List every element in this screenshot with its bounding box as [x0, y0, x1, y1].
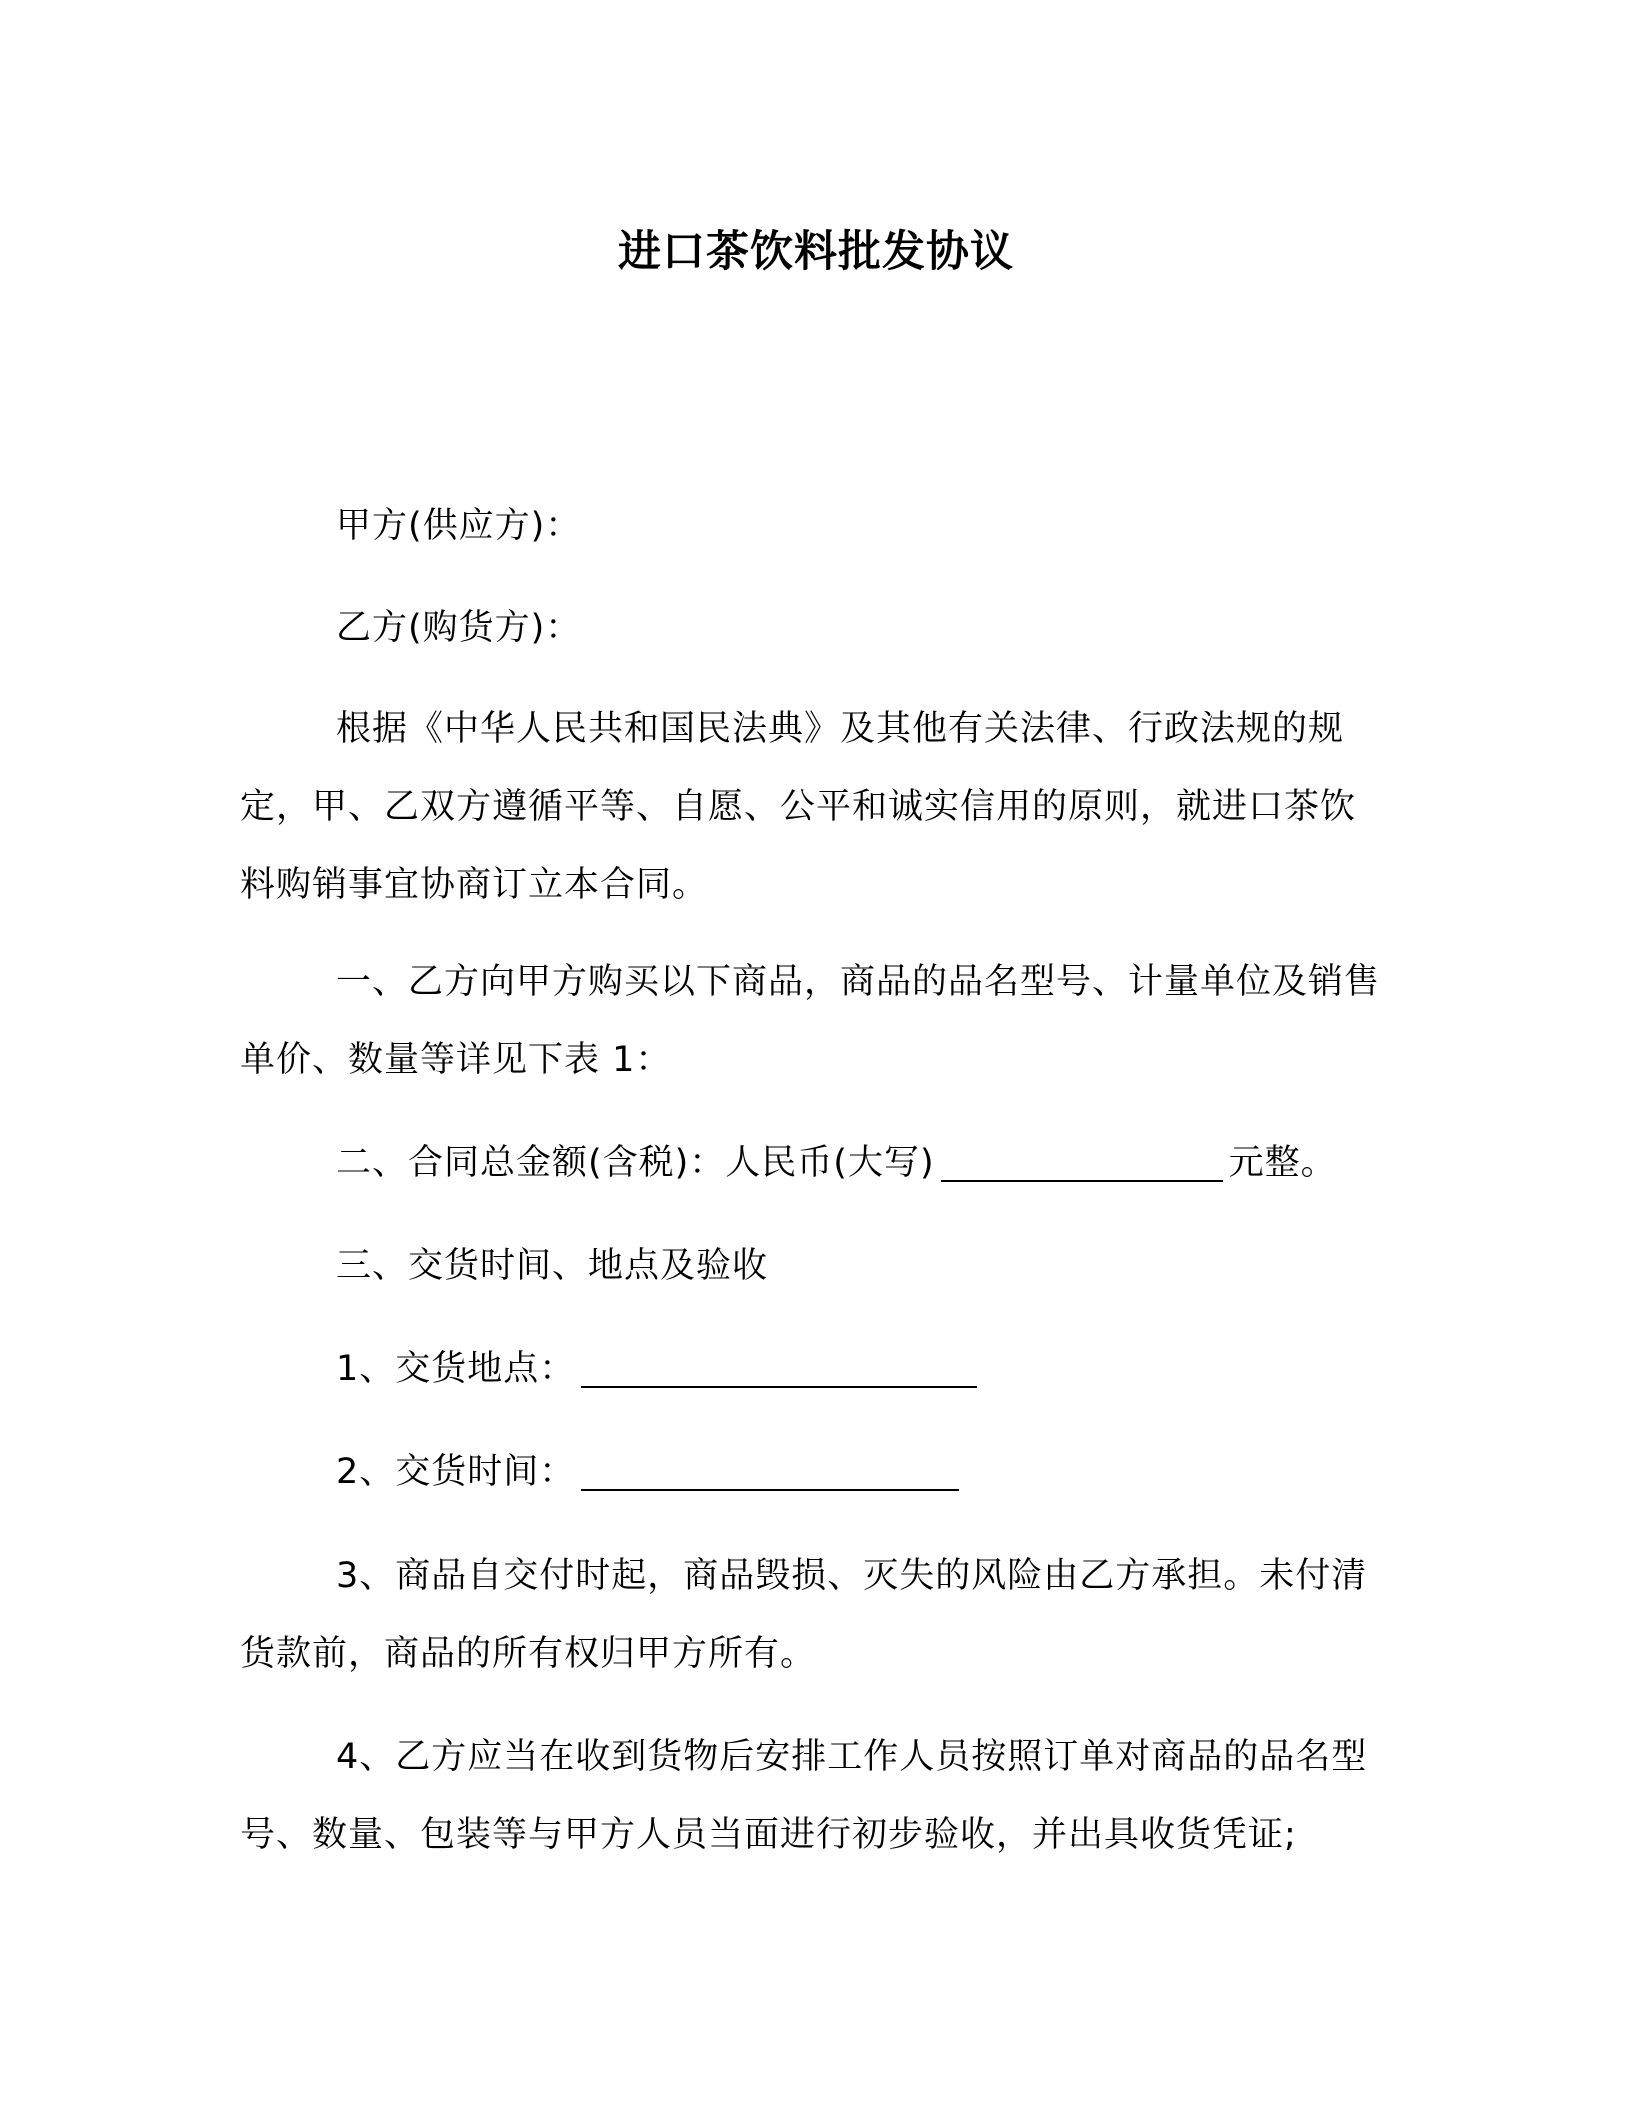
section-2-paragraph [240, 1124, 1380, 1202]
item-4-paragraph: 4、乙方应当在收到货物后安排工作人员按照订单对商品的品名型号、数量、包装等与甲方人员当面进行初步验收，并出具收货凭证; [240, 1737, 1368, 1855]
contract-amount-blank[interactable] [941, 1146, 1223, 1182]
item-1-delivery-place [240, 1330, 1380, 1408]
section-2-prefix: 二、合同总金额(含税)：人民币(大写) [336, 1143, 935, 1183]
party-a-label: 甲方(供应方)： [336, 506, 582, 546]
section-2-suffix: 元整。 [1228, 1143, 1337, 1183]
document-title: 进口茶饮料批发协议 [618, 227, 1014, 277]
item-1-label: 1、交货地点： [336, 1349, 576, 1389]
delivery-place-blank[interactable] [581, 1352, 977, 1388]
section-3-heading: 三、交货时间、地点及验收 [336, 1246, 769, 1286]
party-b-label: 乙方(购货方)： [336, 608, 582, 648]
intro-paragraph: 根据《中华人民共和国民法典》及其他有关法律、行政法规的规定，甲、乙双方遵循平等、自愿、公平和诚实信用的原则，就进口茶饮料购销事宜协商订立本合同。 [240, 709, 1357, 905]
section-1-paragraph: 一、乙方向甲方购买以下商品，商品的品名型号、计量单位及销售单价、数量等详见下表 1： [240, 962, 1381, 1080]
delivery-time-blank[interactable] [581, 1455, 959, 1491]
item-2-delivery-time [240, 1433, 1380, 1511]
item-3-paragraph: 3、商品自交付时起，商品毁损、灭失的风险由乙方承担。未付清货款前，商品的所有权归甲方所有。 [240, 1556, 1368, 1674]
item-2-label: 2、交货时间： [336, 1452, 576, 1492]
